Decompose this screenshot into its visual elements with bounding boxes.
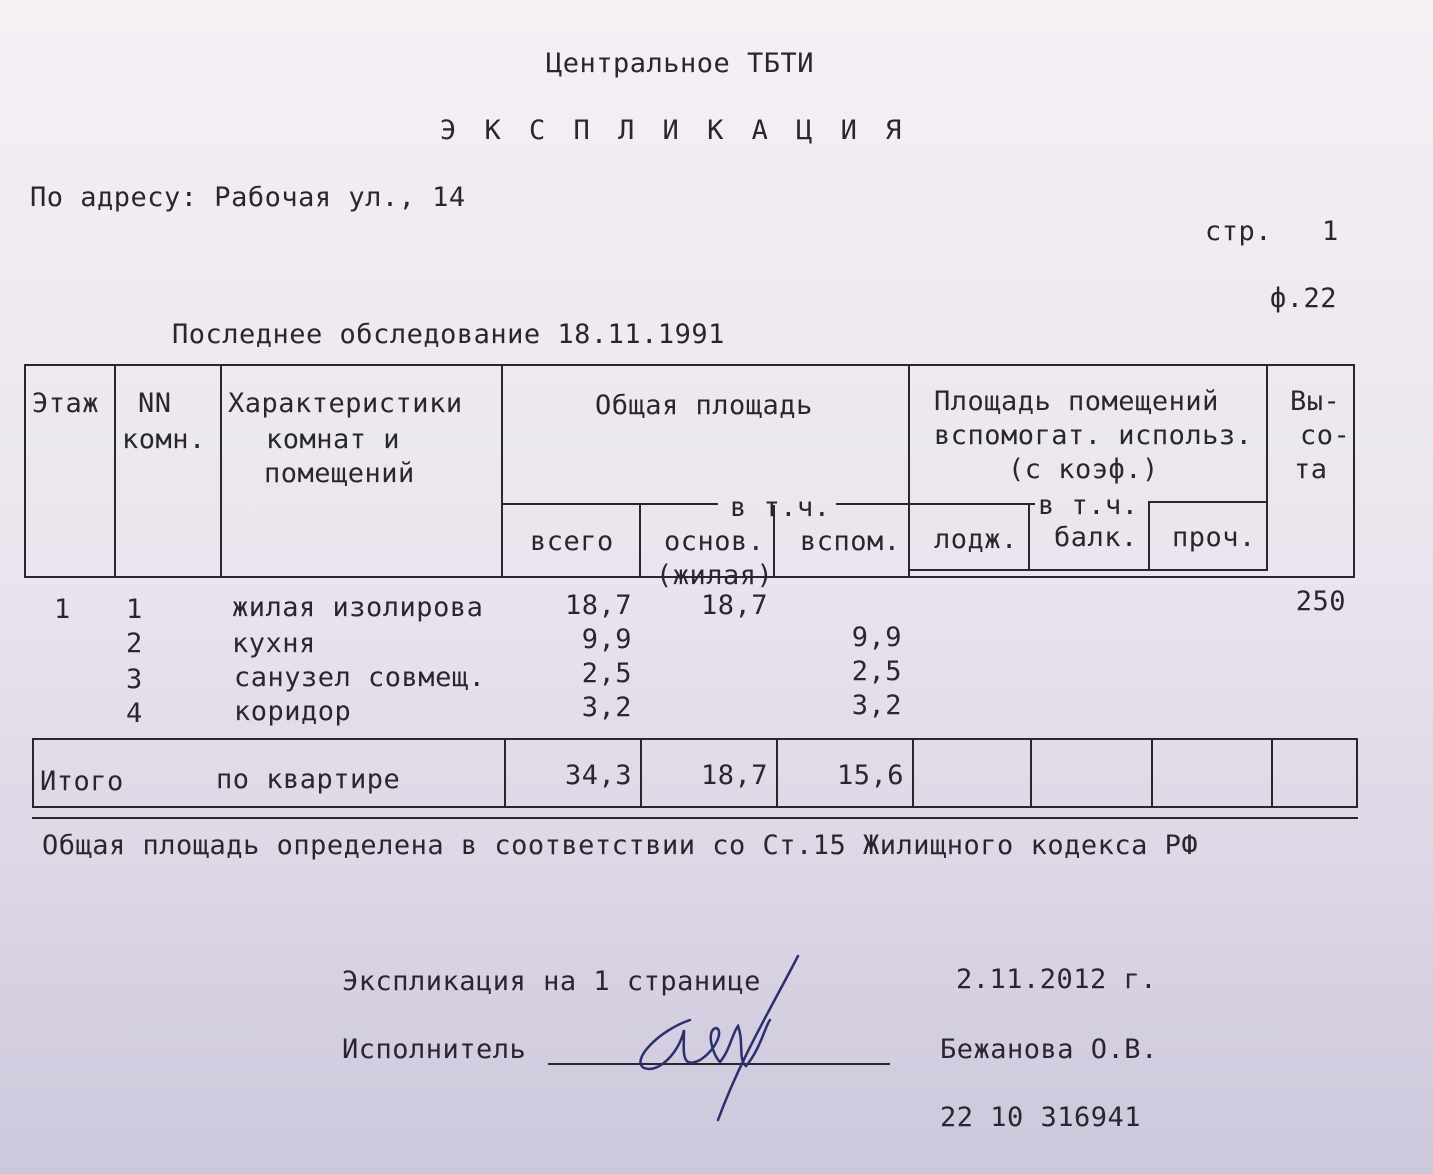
cell-room-no: 4: [126, 698, 143, 729]
address: По адресу: Рабочая ул., 14: [30, 182, 466, 213]
cell-room-name: кухня: [232, 628, 316, 659]
col-divider: [1148, 501, 1150, 571]
incl-label: в т.ч.: [1038, 490, 1139, 521]
cell-floor: 1: [54, 594, 71, 625]
cell-aux: 2,5: [851, 656, 902, 687]
col-room-no-header: NN: [138, 388, 172, 419]
pages-note: Экспликация на 1 странице: [342, 966, 761, 997]
col-other-header: проч.: [1172, 522, 1256, 553]
total-main: 18,7: [700, 760, 768, 791]
col-divider: [1271, 740, 1273, 807]
cell-main: 18,7: [700, 590, 768, 621]
page-label: стр.: [1205, 216, 1273, 247]
last-survey: Последнее обследование 18.11.1991: [172, 319, 725, 350]
col-height-header: Вы-: [1290, 386, 1341, 417]
col-divider: [639, 505, 641, 577]
organization-name: Центральное ТБТИ: [545, 48, 815, 79]
col-total-area-header: Общая площадь: [595, 390, 813, 421]
col-divider: [776, 740, 778, 807]
cell-aux: 3,2: [851, 690, 902, 721]
signature-image: [620, 950, 810, 1140]
cell-room-name: жилая изолирова: [232, 592, 484, 623]
incl-label: в т.ч.: [730, 492, 831, 523]
col-divider: [1028, 505, 1030, 571]
total-label-apartment: по квартире: [216, 764, 401, 795]
subheader-bottom: [908, 569, 1266, 571]
issue-date: 2.11.2012 г.: [956, 964, 1158, 995]
cell-room-name: санузел совмещ.: [234, 662, 486, 693]
cell-room-name: коридор: [234, 696, 352, 727]
total-aux: 15,6: [836, 760, 904, 791]
col-chars-header: помещений: [264, 458, 415, 489]
col-height-header: та: [1294, 454, 1328, 485]
col-aux-area-header: Площадь помещений: [934, 386, 1219, 417]
registration-code: 22 10 316941: [940, 1102, 1142, 1133]
col-loggia-header: лодж.: [934, 524, 1018, 555]
col-divider: [220, 366, 222, 577]
col-main-header: основ.: [664, 526, 765, 557]
cell-all: 3,2: [581, 692, 632, 723]
cell-room-no: 3: [126, 664, 143, 695]
subheader-line: [503, 503, 718, 505]
col-divider: [640, 740, 642, 807]
cell-height: 250: [1295, 586, 1346, 617]
cell-all: 18,7: [564, 590, 632, 621]
form-number: ф.22: [1270, 283, 1338, 314]
cell-all: 9,9: [581, 624, 632, 655]
col-chars-header: комнат и: [266, 424, 401, 455]
col-divider: [114, 366, 116, 577]
col-divider: [1151, 740, 1153, 807]
executor-label: Исполнитель: [342, 1034, 527, 1065]
col-divider: [504, 740, 506, 807]
col-aux-header: вспом.: [800, 526, 901, 557]
subheader-line: [1148, 501, 1266, 503]
subheader-line: [836, 503, 908, 505]
col-chars-header: Характеристики: [228, 388, 463, 419]
cell-room-no: 1: [126, 594, 143, 625]
total-all: 34,3: [564, 760, 632, 791]
col-main-header: (жилая): [656, 560, 774, 591]
col-divider: [1266, 366, 1268, 571]
cell-all: 2,5: [581, 658, 632, 689]
page-number: 1: [1322, 216, 1339, 247]
executor-name: Бежанова О.В.: [940, 1034, 1158, 1065]
col-height-header: со-: [1300, 420, 1351, 451]
col-aux-area-header: (с коэф.): [1008, 454, 1159, 485]
col-floor-header: Этаж: [32, 388, 100, 419]
col-aux-area-header: вспомогат. использ.: [934, 420, 1253, 451]
cell-room-no: 2: [126, 628, 143, 659]
col-divider: [908, 366, 910, 577]
total-row-bottom-line: [32, 817, 1358, 819]
col-divider: [1030, 740, 1032, 807]
col-divider: [501, 366, 503, 577]
col-all-header: всего: [530, 526, 614, 557]
col-divider: [912, 740, 914, 807]
subheader-line: [910, 503, 1035, 505]
total-label: Итого: [40, 766, 124, 797]
cell-aux: 9,9: [851, 622, 902, 653]
footnote: Общая площадь определена в соответствии со Ст.15 Жилищного кодекса РФ: [42, 830, 1199, 861]
col-balcony-header: балк.: [1054, 522, 1138, 553]
document-title: Э К С П Л И К А Ц И Я: [440, 115, 908, 146]
col-room-no-header: комн.: [122, 424, 206, 455]
